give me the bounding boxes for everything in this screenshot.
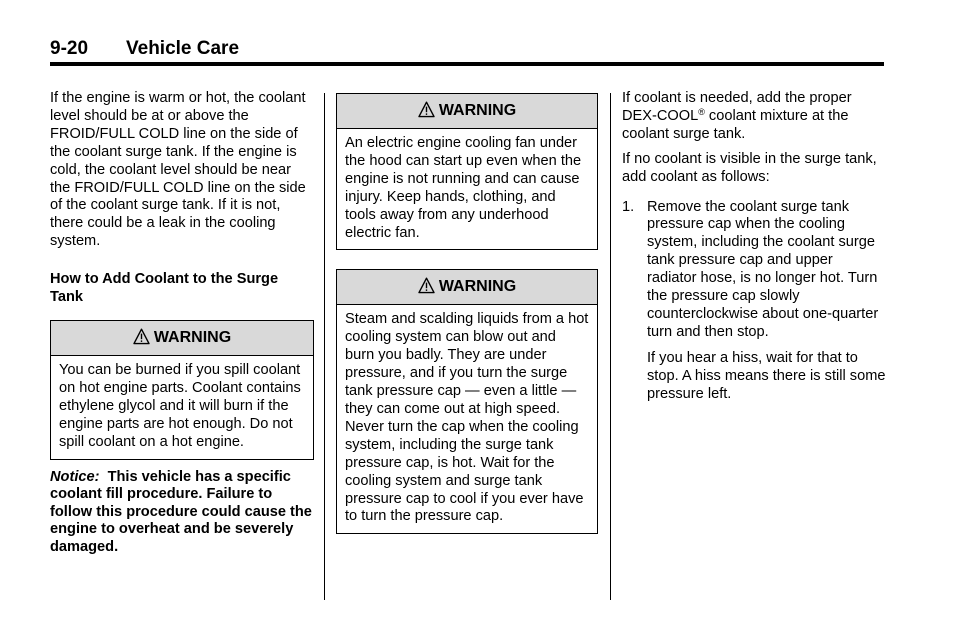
warning-title: WARNING xyxy=(438,278,517,296)
notice-paragraph xyxy=(50,469,314,557)
warning-header xyxy=(337,94,597,129)
coolant-needed-text-a: If coolant is needed, add the proper DEX-COOL xyxy=(622,90,852,124)
warning-header xyxy=(337,270,597,305)
coolant-needed-text-b: coolant mixture at the coolant surge tank. xyxy=(622,107,849,142)
page-header xyxy=(50,38,884,62)
header-rule xyxy=(50,62,884,66)
warning-body: You can be burned if you spill coolant on hot engine parts. Coolant contains ethylene glycol and it will burn if the engine parts are hot enough. Do not spill coolant on a hot engine. xyxy=(59,361,301,450)
warning-body: Steam and scalding liquids from a hot cooling system can blow out and burn you badly. They are under pressure, and if you turn the surge tank pressure cap — even a little — they can come out at high speed. Never turn the cap when the cooling system, including the surge tank pressure cap, is hot. Wait for the cooling system and surge tank pressure cap to cool if you ever have to turn the pressure cap. xyxy=(345,311,589,525)
column-divider-1 xyxy=(324,93,325,600)
column-2 xyxy=(336,90,598,534)
warning-triangle-icon xyxy=(133,328,150,345)
coolant-needed-paragraph xyxy=(622,90,886,144)
no-coolant-paragraph: If no coolant is visible in the surge tank, add coolant as follows: xyxy=(622,150,877,185)
warning-box-steam xyxy=(336,269,598,534)
step-1-text: Remove the coolant surge tank pressure cap when the cooling system, including the coolant surge tank pressure cap and upper radiator hose, is no longer hot. Turn the pressure cap slowly counterclockwise about one-quarter turn and then stop. xyxy=(647,198,879,340)
warning-header xyxy=(51,321,313,356)
list-number: 1. xyxy=(622,198,635,215)
column-divider-2 xyxy=(610,93,611,600)
column-1 xyxy=(50,90,314,556)
warning-body: An electric engine cooling fan under the hood can start up even when the engine is not running and can cause injury. Keep hands, clothing, and tools away from any underhood electric fan. xyxy=(345,135,582,241)
column-3 xyxy=(622,90,886,404)
list-item xyxy=(622,199,886,342)
add-coolant-heading: How to Add Coolant to the Surge Tank xyxy=(50,271,279,306)
page-number: 9-20 xyxy=(50,38,89,59)
step-1-subparagraph: If you hear a hiss, wait for that to stop. A hiss means there is still some pressure left. xyxy=(647,349,886,402)
warning-box-burn xyxy=(50,320,314,460)
section-title: Vehicle Care xyxy=(126,38,240,59)
warning-title: WARNING xyxy=(153,328,232,346)
warning-box-fan xyxy=(336,93,598,250)
warning-triangle-icon xyxy=(418,277,435,294)
notice-text: This vehicle has a specific coolant fill procedure. Failure to follow this procedure could cause the engine to overheat and be severely damaged. xyxy=(50,468,312,555)
coolant-level-paragraph: If the engine is warm or hot, the coolant level should be at or above the FROID/FULL COLD line on the side of the coolant surge tank. If the engine is cold, the coolant level should be near the FROID/FULL COLD line on the side of the coolant surge tank. If it is not, there could be a leak in the cooling system. xyxy=(50,90,306,250)
notice-label: Notice: xyxy=(50,468,100,485)
warning-triangle-icon xyxy=(418,101,435,118)
registered-mark: ® xyxy=(698,106,705,117)
warning-title: WARNING xyxy=(438,102,517,119)
